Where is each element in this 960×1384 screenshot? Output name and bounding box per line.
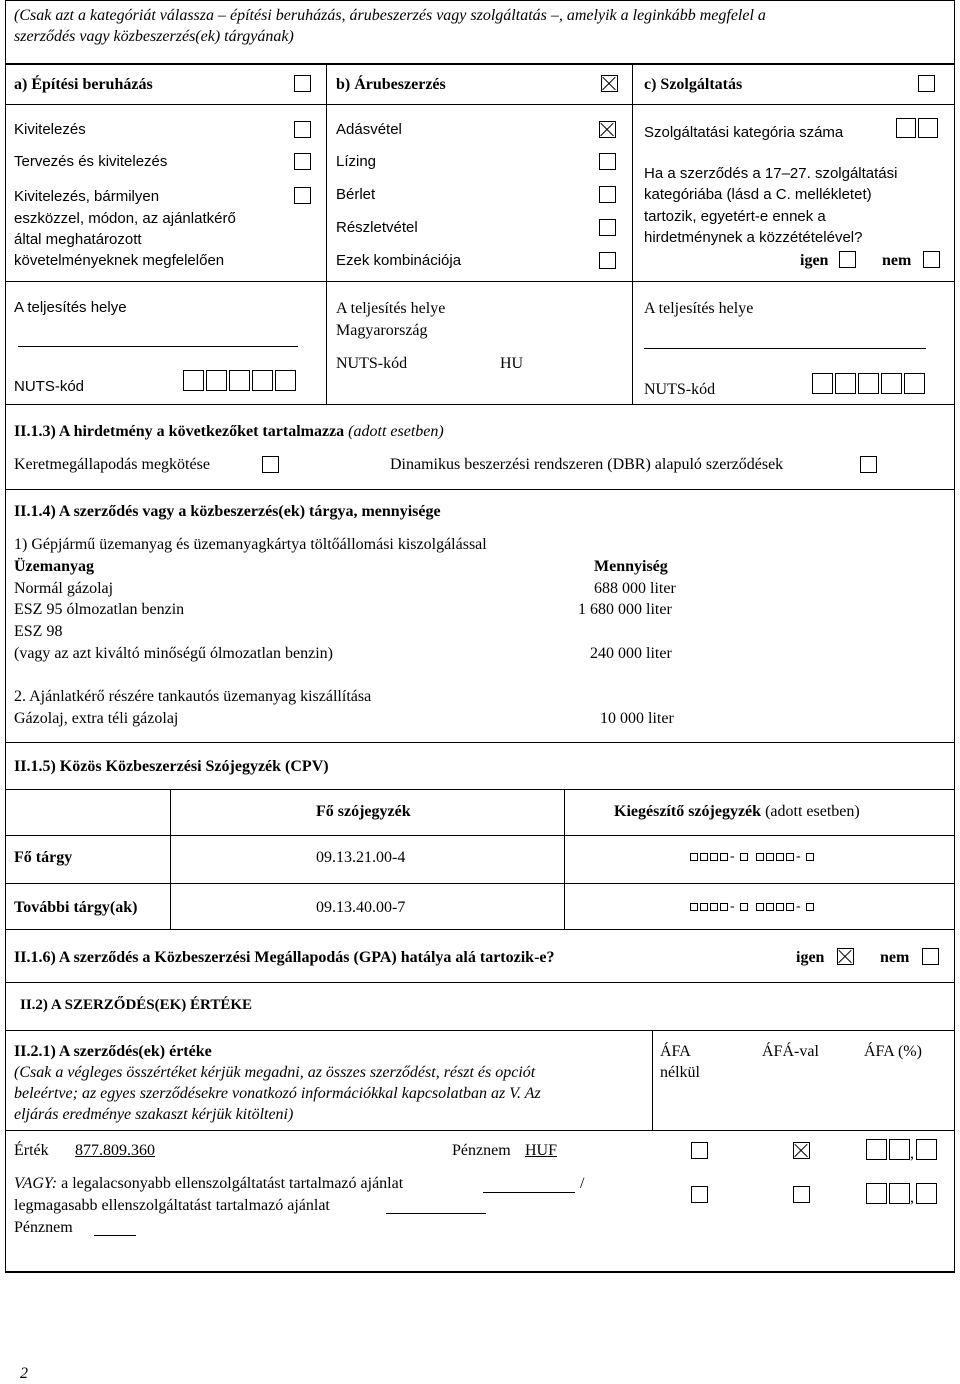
s121-col-gross: ÁFÁ-val [762,1043,819,1060]
cpv-row1-label: Fő tárgy [14,849,73,866]
range-vat-digit-2[interactable] [889,1183,910,1204]
s113-heading: II.1.3) A hirdetmény a következőket tartalmazza (adott esetben) [14,423,444,440]
cpv-row2-code: 09.13.40.00-7 [316,899,406,916]
value-vat-comma: , [910,1145,914,1162]
s114-row-4-qty: 240 000 liter [590,645,672,662]
s114-part1: 1) Gépjármű üzemanyag és üzemanyagkártya töltőállomási kiszolgálással [14,536,487,553]
s114-row-4-name: (vagy az azt kiváltó minőségű ólmozatlan benzin) [14,645,333,662]
s121-note-l2: beleértve; az egyes szerződésekre vonatkozó információkkal kapcsolatban az V. Az [14,1085,541,1102]
supplies-item-3: Bérlet [336,186,376,203]
cpv-row2-label: További tárgy(ak) [14,899,138,916]
services-question-l3: tartozik, egyetért-e ennek a [644,208,826,225]
currency-value: HUF [525,1142,558,1159]
s114-row-2-name: ESZ 95 ólmozatlan benzin [14,601,185,618]
services-no-checkbox[interactable] [923,251,940,268]
intro-line2: szerződés vagy közbeszerzés(ek) tárgyának) [14,28,294,45]
s116-yes-checkbox[interactable] [837,948,854,965]
category-services-checkbox[interactable] [918,75,935,92]
services-category-digit-2[interactable] [918,118,938,138]
range-line3: Pénznem [14,1219,73,1236]
s113-dps-label: Dinamikus beszerzési rendszeren (DBR) alapuló szerződések [390,456,784,473]
range-net-checkbox[interactable] [691,1186,708,1203]
s114-col-qty: Mennyiség [594,558,668,575]
works-item-3-checkbox[interactable] [294,187,311,204]
category-supplies-checkbox[interactable] [601,75,618,92]
value-net-checkbox[interactable] [691,1142,708,1159]
supplies-item-5: Ezek kombinációja [336,252,462,269]
works-item-3-l2: eszközzel, módon, az ajánlatkérő [14,210,236,227]
s116-yes-label: igen [796,949,825,966]
s116-no-checkbox[interactable] [922,948,939,965]
value-amount: 877.809.360 [75,1142,155,1159]
cpv-row2-supp-code[interactable]: - - [690,903,830,915]
s113-dps-checkbox[interactable] [860,456,877,473]
supplies-item-1-checkbox[interactable] [599,121,616,138]
s116-no-label: nem [880,949,910,966]
intro-line1: (Csak azt a kategóriát válassza – építési beruházás, árubeszerzés vagy szolgáltatás –, amelyik a leginkább megfelel a [14,7,766,24]
range-slash: / [580,1175,585,1192]
supplies-place-label: A teljesítés helye [336,300,446,317]
services-category-digit-1[interactable] [896,118,916,138]
s114-col-fuel: Üzemanyag [14,558,94,575]
works-item-2: Tervezés és kivitelezés [14,153,168,170]
s114-part2-item: Gázolaj, extra téli gázolaj [14,710,179,727]
services-question-l4: hirdetménynek a közzétételével? [644,229,863,246]
page-number: 2 [20,1365,28,1382]
s121-col-net-l1: ÁFA [660,1043,691,1060]
services-place-label: A teljesítés helye [644,300,754,317]
s116-heading: II.1.6) A szerződés a Közbeszerzési Megállapodás (GPA) hatálya alá tartozik-e? [14,949,555,966]
value-gross-checkbox[interactable] [793,1142,810,1159]
category-works-label: a) Építési beruházás [14,76,153,93]
currency-label: Pénznem [452,1142,511,1159]
works-nuts-label: NUTS-kód [14,378,85,395]
category-supplies-label: b) Árubeszerzés [336,76,446,93]
s114-heading: II.1.4) A szerződés vagy a közbeszerzés(ek) tárgya, mennyisége [14,503,441,520]
services-category-label: Szolgáltatási kategória száma [644,124,844,141]
value-vat-digit-2[interactable] [889,1139,910,1160]
s114-part2-qty: 10 000 liter [600,710,674,727]
s121-col-net-l2: nélkül [660,1064,700,1081]
works-item-2-checkbox[interactable] [294,153,311,170]
services-yes-label: igen [800,252,829,269]
s114-row-2-qty: 1 680 000 liter [578,601,672,618]
works-item-1: Kivitelezés [14,121,86,138]
supplies-nuts-label: NUTS-kód [336,355,408,372]
s121-heading: II.2.1) A szerződés(ek) értéke [14,1043,212,1060]
cpv-head-main: Fő szójegyzék [316,803,411,820]
supplies-item-1: Adásvétel [336,121,402,138]
cpv-head-supp: Kiegészítő szójegyzék (adott esetben) [614,803,860,820]
s114-row-3-name: ESZ 98 [14,623,63,640]
supplies-item-4-checkbox[interactable] [599,219,616,236]
works-item-3-l1: Kivitelezés, bármilyen [14,188,160,205]
category-works-checkbox[interactable] [294,75,311,92]
supplies-item-2-checkbox[interactable] [599,153,616,170]
range-line1: VAGY: a legalacsonyabb ellenszolgáltatást tartalmazó ajánlat [14,1175,404,1192]
supplies-item-3-checkbox[interactable] [599,186,616,203]
services-question-l1: Ha a szerződés a 17–27. szolgáltatási [644,165,898,182]
s121-note-l1: (Csak a végleges összértéket kérjük megadni, az összes szerződést, részt és opciót [14,1064,536,1081]
s114-row-1-qty: 688 000 liter [594,580,676,597]
supplies-nuts-value: HU [500,355,524,372]
works-place-label: A teljesítés helye [14,299,127,316]
supplies-item-5-checkbox[interactable] [599,252,616,269]
value-vat-digit-3[interactable] [916,1139,937,1160]
s121-col-vat: ÁFA (%) [864,1043,922,1060]
range-vat-digit-1[interactable] [866,1183,887,1204]
s114-part2: 2. Ajánlatkérő részére tankautós üzemanyag kiszállítása [14,688,372,705]
supplies-item-2: Lízing [336,153,377,170]
services-no-label: nem [882,252,912,269]
range-vat-digit-3[interactable] [916,1183,937,1204]
cpv-row1-supp-code[interactable]: - - [690,853,830,865]
services-nuts-label: NUTS-kód [644,381,716,398]
works-item-1-checkbox[interactable] [294,121,311,138]
s115-heading: II.1.5) Közös Közbeszerzési Szójegyzék (CPV) [14,758,329,775]
range-vat-comma: , [910,1189,914,1206]
s114-row-1-name: Normál gázolaj [14,580,114,597]
services-yes-checkbox[interactable] [839,251,856,268]
s113-framework-label: Keretmegállapodás megkötése [14,456,210,473]
value-vat-digit-1[interactable] [866,1139,887,1160]
s12-heading: II.2) A SZERZŐDÉS(EK) ÉRTÉKE [20,997,253,1013]
range-line2: legmagasabb ellenszolgáltatást tartalmazó ajánlat [14,1197,330,1214]
services-question-l2: kategóriába (lásd a C. mellékletet) [644,186,872,203]
works-item-3-l4: követelményeknek megfelelően [14,252,225,269]
range-gross-checkbox[interactable] [793,1186,810,1203]
s121-note-l3: eljárás eredménye szakaszt kérjük kitölteni) [14,1106,294,1123]
supplies-item-4: Részletvétel [336,219,418,236]
category-services-label: c) Szolgáltatás [644,76,743,93]
s113-framework-checkbox[interactable] [262,456,279,473]
value-label: Érték [14,1142,49,1159]
cpv-row1-code: 09.13.21.00-4 [316,849,406,866]
supplies-place-country: Magyarország [336,322,428,339]
works-item-3-l3: által meghatározott [14,231,142,248]
